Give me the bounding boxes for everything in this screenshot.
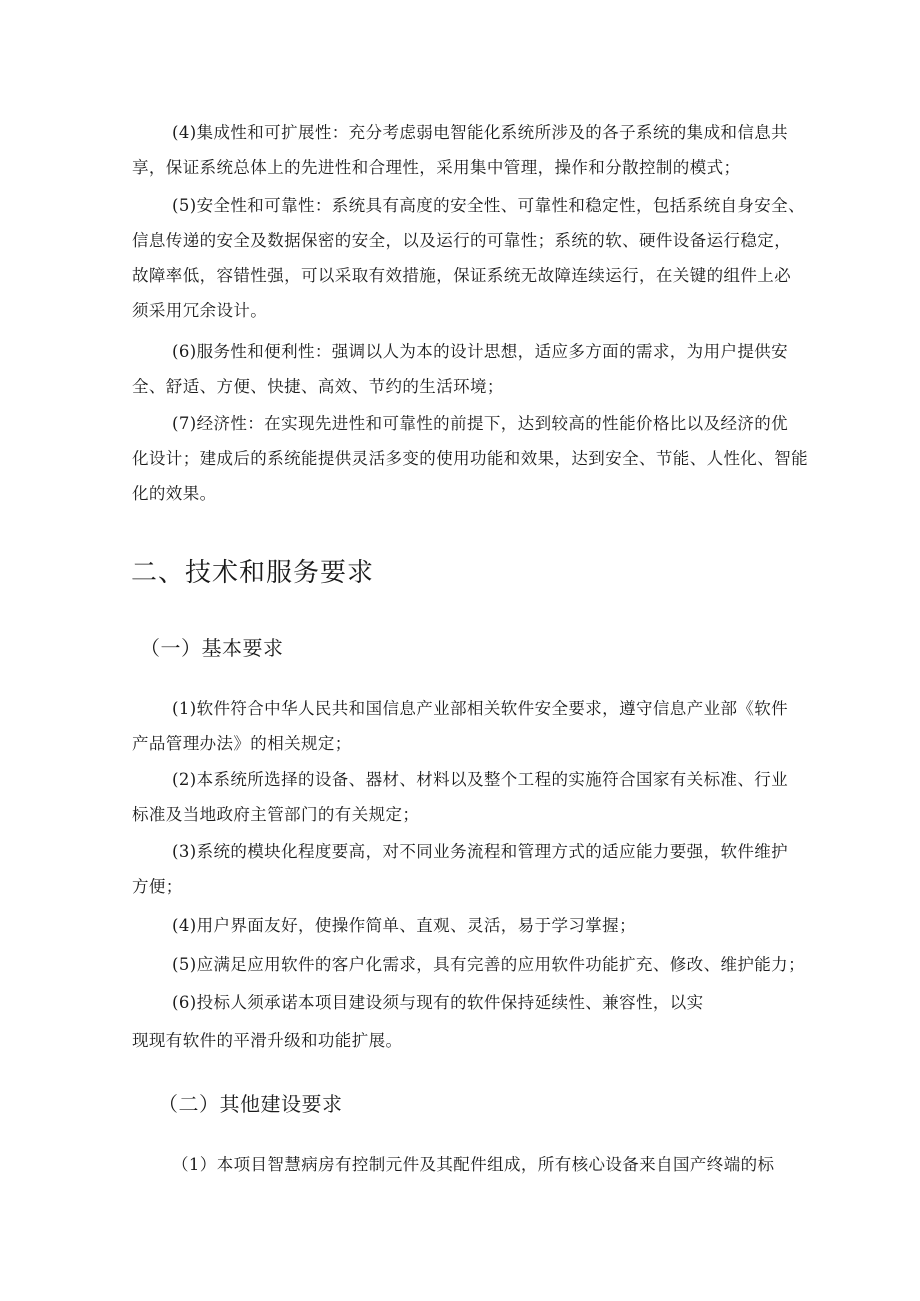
text-line: (5)安全性和可靠性：系统具有高度的安全性、可靠性和稳定性，包括系统自身安全、 xyxy=(172,196,805,215)
text-line: 化的效果。 xyxy=(132,484,217,503)
text-line: (1)软件符合中华人民共和国信息产业部相关软件安全要求，遵守信息产业部《软件 xyxy=(172,699,789,718)
text-line: (5)应满足应用软件的客户化需求，具有完善的应用软件功能扩充、修改、维护能力； xyxy=(172,955,805,974)
text-line: 现现有软件的平滑升级和功能扩展。 xyxy=(132,1031,403,1050)
text-line: (6)服务性和便利性：强调以人为本的设计思想，适应多方面的需求，为用户提供安 xyxy=(172,342,789,361)
text-line: (3)系统的模块化程度要高，对不同业务流程和管理方式的适应能力要强，软件维护 xyxy=(172,842,789,861)
text-line: 须采用冗余设计。 xyxy=(132,301,268,320)
text-line: 产品管理办法》的相关规定； xyxy=(132,734,352,753)
text-line: (6)投标人须承诺本项目建设须与现有的软件保持延续性、兼容性，以实 xyxy=(172,993,704,1012)
text-line: (4)集成性和可扩展性：充分考虑弱电智能化系统所涉及的各子系统的集成和信息共 xyxy=(172,123,789,142)
subsection-heading-other: （二）其他建设要求 xyxy=(158,1092,343,1116)
subsection-heading-basic: （一）基本要求 xyxy=(140,636,284,660)
text-line: 全、舒适、方便、快捷、高效、节约的生活环境； xyxy=(132,377,504,396)
text-line: 故障率低，容错性强，可以采取有效措施，保证系统无故障连续运行，在关键的组件上必 xyxy=(132,266,792,285)
text-line: (7)经济性：在实现先进性和可靠性的前提下，达到较高的性能价格比以及经济的优 xyxy=(172,414,789,433)
text-line: 标准及当地政府主管部门的有关规定； xyxy=(132,805,420,824)
text-line: (2)本系统所选择的设备、器材、材料以及整个工程的实施符合国家有关标准、行业 xyxy=(172,770,789,789)
text-line: (4)用户界面友好，使操作简单、直观、灵活，易于学习掌握； xyxy=(172,916,636,935)
text-line: 化设计；建成后的系统能提供灵活多变的使用功能和效果，达到安全、节能、人性化、智能 xyxy=(132,449,808,468)
text-line: 享，保证系统总体上的先进性和合理性，采用集中管理，操作和分散控制的模式； xyxy=(132,158,741,177)
text-line: 信息传递的安全及数据保密的安全，以及运行的可靠性；系统的软、硬件设备运行稳定， xyxy=(132,231,792,250)
text-line: 方便； xyxy=(132,877,183,896)
section-heading: 二、技术和服务要求 xyxy=(131,558,375,588)
text-line: （1）本项目智慧病房有控制元件及其配件组成，所有核心设备来自国产终端的标 xyxy=(172,1155,775,1174)
